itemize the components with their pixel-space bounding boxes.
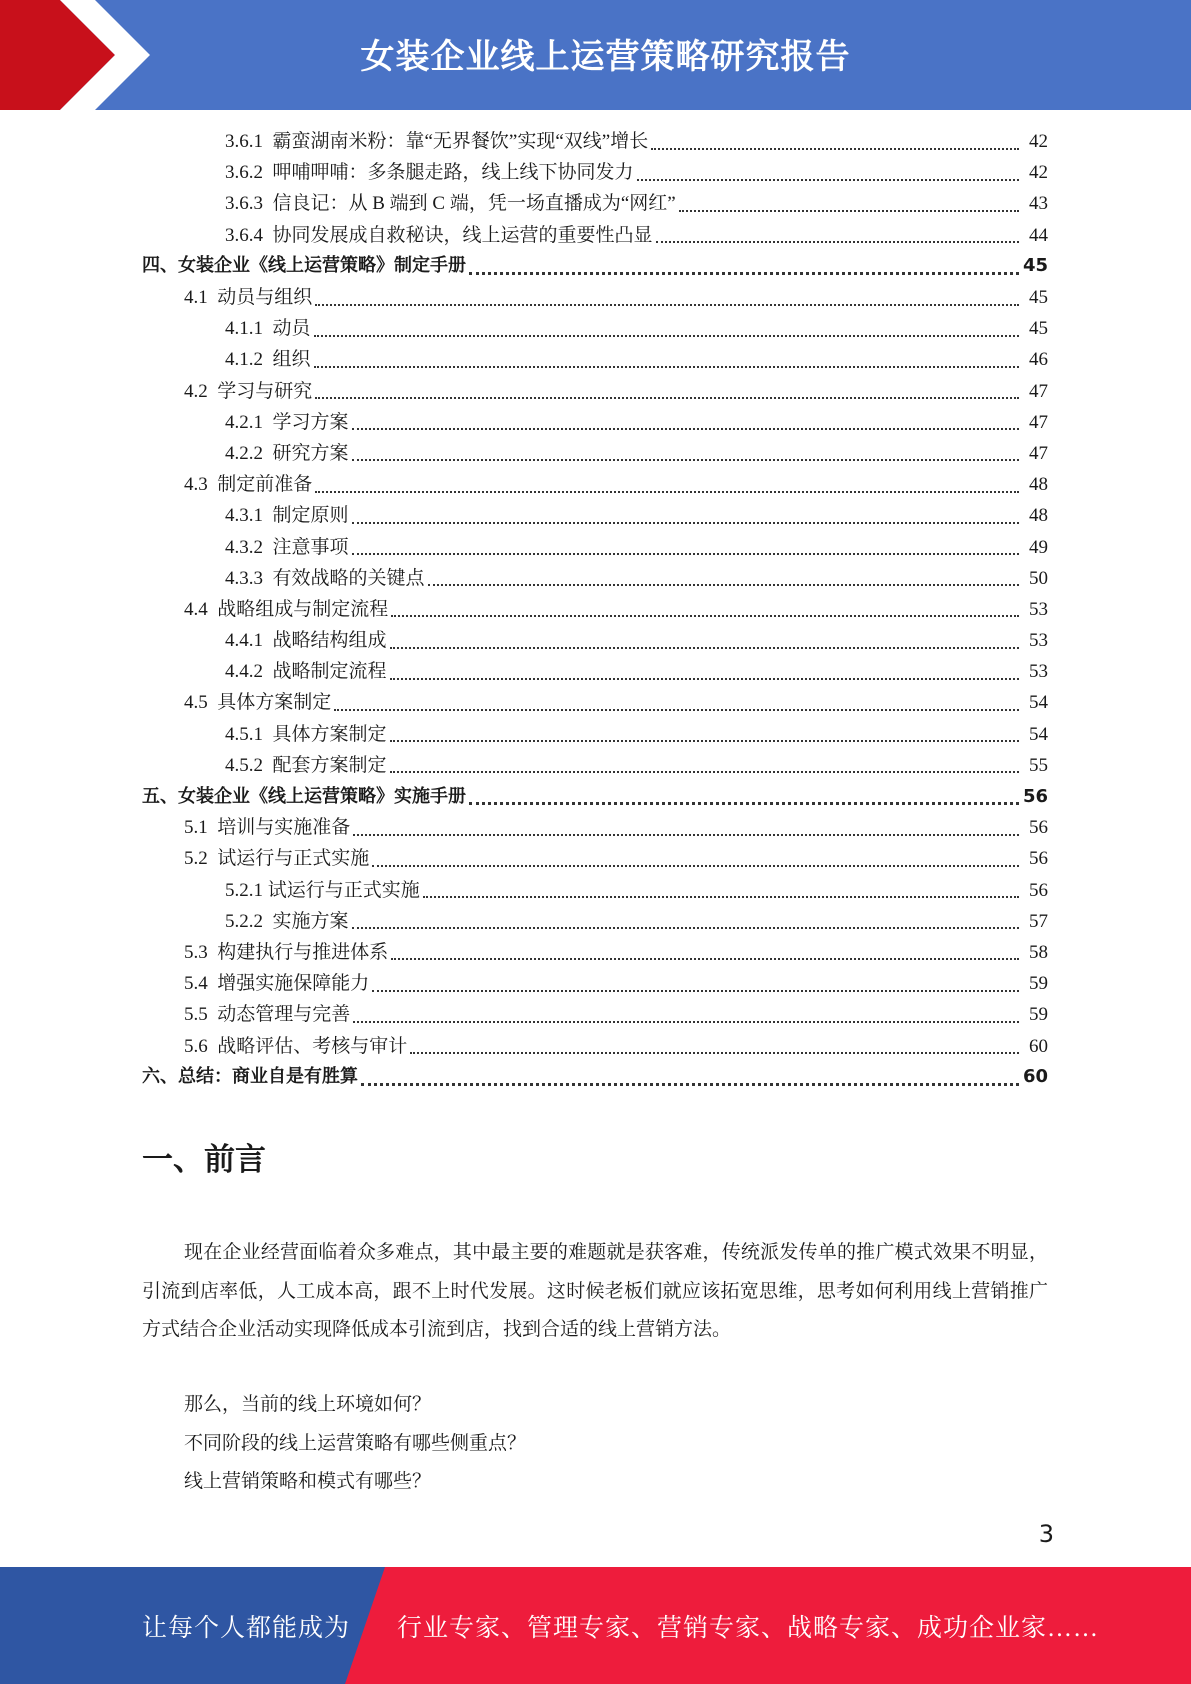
report-title: 女装企业线上运营策略研究报告 [360, 36, 851, 77]
toc-dot-leader [469, 272, 1019, 275]
toc-entry[interactable] [0, 781, 1191, 812]
toc-entry-number: 4.4.1 [225, 630, 273, 652]
toc-entry-number: 4.1 [184, 287, 218, 309]
toc-entry[interactable] [0, 282, 1191, 313]
toc-entry-title: 动员 [272, 318, 311, 340]
toc-entry-page: 46 [1029, 349, 1048, 371]
toc-entry[interactable] [0, 812, 1191, 843]
toc-entry-page: 43 [1029, 193, 1048, 215]
toc-entry[interactable] [0, 656, 1191, 687]
toc-entry-title: 四、女装企业《线上运营策略》制定手册 [142, 255, 466, 277]
toc-entry-title: 研究方案 [272, 442, 349, 464]
toc-entry-page: 53 [1029, 630, 1048, 652]
toc-entry-number: 4.5.2 [225, 754, 273, 776]
toc-entry-number: 4.5.1 [225, 723, 273, 745]
toc-dot-leader [391, 958, 1019, 960]
toc-entry-number: 4.1.1 [225, 318, 273, 340]
toc-entry[interactable] [0, 1030, 1191, 1061]
toc-dot-leader [314, 366, 1019, 368]
toc-entry[interactable] [0, 126, 1191, 157]
toc-entry-page: 53 [1029, 598, 1048, 620]
toc-entry-page: 59 [1029, 973, 1048, 995]
toc-entry-page: 59 [1029, 1004, 1048, 1026]
page-number: 3 [1038, 1520, 1054, 1548]
toc-entry-page: 53 [1029, 661, 1048, 683]
toc-dot-leader [391, 615, 1019, 617]
toc-entry[interactable] [0, 376, 1191, 407]
toc-entry-page: 48 [1029, 474, 1048, 496]
toc-entry-number: 4.1.2 [225, 349, 273, 371]
toc-entry[interactable] [0, 906, 1191, 937]
toc-entry-page: 56 [1029, 817, 1048, 839]
toc-entry-title: 注意事项 [272, 536, 349, 558]
toc-entry-page: 60 [1022, 1066, 1048, 1088]
toc-entry-number: 4.4 [184, 598, 218, 620]
toc-entry-number: 5.2.1 [225, 879, 268, 901]
toc-entry-page: 60 [1029, 1035, 1048, 1057]
toc-entry-page: 54 [1029, 692, 1048, 714]
toc-entry[interactable] [0, 687, 1191, 718]
toc-dot-leader [352, 522, 1019, 524]
toc-entry-number: 5.2.2 [225, 910, 273, 932]
toc-entry-title: 增强实施保障能力 [217, 973, 370, 995]
toc-entry-number: 4.3.2 [225, 536, 273, 558]
toc-entry-number: 3.6.3 [225, 193, 273, 215]
toc-dot-leader [352, 459, 1019, 461]
toc-entry-title: 协同发展成自救秘诀，线上运营的重要性凸显 [272, 224, 653, 246]
toc-entry-title: 组织 [272, 349, 311, 371]
toc-dot-leader [353, 1021, 1019, 1023]
toc-dot-leader [361, 1083, 1019, 1086]
section-heading: 一、前言 [142, 1142, 266, 1178]
toc-entry-page: 47 [1029, 380, 1048, 402]
toc-dot-leader [390, 678, 1019, 680]
toc-entry[interactable] [0, 251, 1191, 282]
toc-entry-title: 学习与研究 [217, 380, 313, 402]
toc-entry[interactable] [0, 594, 1191, 625]
toc-entry[interactable] [0, 188, 1191, 219]
toc-entry-page: 56 [1022, 785, 1048, 807]
toc-entry-page: 42 [1029, 131, 1048, 153]
question-item: 不同阶段的线上运营策略有哪些侧重点？ [184, 1432, 527, 1454]
intro-paragraph: 现在企业经营面临着众多难点，其中最主要的难题就是获客难，传统派发传单的推广模式效果不明显，引流到店率低，人工成本高，跟不上时代发展。这时候老板们就应该拓宽思维，思考如何利用线上营销推广方式结合企业活动实现降低成本引流到店，找到合适的线上营销方法。 [142, 1242, 1048, 1340]
toc-entry-title: 培训与实施准备 [217, 817, 351, 839]
toc-entry-number: 3.6.1 [225, 131, 273, 153]
toc-dot-leader [315, 397, 1019, 399]
toc-entry-number: 4.3.1 [225, 505, 273, 527]
toc-dot-leader [372, 990, 1019, 992]
toc-entry-number: 5.3 [184, 941, 218, 963]
toc-entry-number: 4.3 [184, 474, 218, 496]
toc-dot-leader [390, 740, 1019, 742]
toc-entry-title: 信良记：从 B 端到 C 端，凭一场直播成为“网红” [272, 193, 676, 215]
toc-dot-leader [679, 210, 1019, 212]
toc-entry-page: 47 [1029, 442, 1048, 464]
toc-entry[interactable] [0, 875, 1191, 906]
toc-entry[interactable] [0, 750, 1191, 781]
table-of-contents [0, 126, 1191, 1093]
toc-dot-leader [656, 241, 1019, 243]
toc-entry-number: 5.6 [184, 1035, 218, 1057]
toc-entry[interactable] [0, 407, 1191, 438]
toc-entry-page: 54 [1029, 723, 1048, 745]
toc-entry-title: 配套方案制定 [272, 754, 387, 776]
page-header [0, 0, 1191, 110]
toc-entry[interactable] [0, 968, 1191, 999]
toc-dot-leader [423, 896, 1019, 898]
toc-dot-leader [372, 865, 1019, 867]
toc-entry-page: 56 [1029, 879, 1048, 901]
toc-entry-number: 4.2.1 [225, 411, 273, 433]
toc-entry[interactable] [0, 937, 1191, 968]
toc-entry-page: 42 [1029, 162, 1048, 184]
toc-entry-page: 56 [1029, 848, 1048, 870]
toc-entry-number: 4.2.2 [225, 442, 273, 464]
toc-entry-number: 5.5 [184, 1004, 218, 1026]
toc-dot-leader [334, 709, 1019, 711]
question-item: 那么，当前的线上环境如何？ [184, 1394, 432, 1415]
toc-entry-page: 44 [1029, 224, 1048, 246]
toc-entry-page: 45 [1022, 255, 1048, 277]
toc-entry-number: 4.2 [184, 380, 218, 402]
toc-entry-title: 霸蛮湖南米粉：靠“无界餐饮”实现“双线”增长 [272, 131, 649, 153]
toc-dot-leader [651, 148, 1019, 150]
toc-entry-page: 45 [1029, 287, 1048, 309]
toc-entry-title: 具体方案制定 [272, 723, 387, 745]
toc-entry-page: 48 [1029, 505, 1048, 527]
toc-entry-number: 4.3.3 [225, 567, 273, 589]
toc-entry-title: 实施方案 [272, 910, 349, 932]
toc-entry-title: 战略组成与制定流程 [217, 598, 389, 620]
toc-entry[interactable] [0, 999, 1191, 1030]
toc-dot-leader [428, 584, 1019, 586]
toc-entry-title: 呷哺呷哺：多条腿走路，线上线下协同发力 [272, 162, 634, 184]
toc-entry-page: 45 [1029, 318, 1048, 340]
toc-entry[interactable] [0, 313, 1191, 344]
toc-entry-title: 战略制定流程 [272, 661, 387, 683]
toc-entry[interactable] [0, 625, 1191, 656]
toc-entry[interactable] [0, 469, 1191, 500]
toc-entry-number: 5.4 [184, 973, 218, 995]
toc-entry-page: 55 [1029, 754, 1048, 776]
toc-entry-title: 战略评估、考核与审计 [217, 1035, 408, 1057]
toc-entry-title: 试运行与正式实施 [267, 879, 420, 901]
toc-dot-leader [352, 553, 1019, 555]
toc-entry-title: 五、女装企业《线上运营策略》实施手册 [142, 785, 466, 807]
toc-dot-leader [352, 927, 1019, 929]
toc-entry[interactable] [0, 220, 1191, 251]
toc-dot-leader [315, 304, 1019, 306]
toc-entry[interactable] [0, 531, 1191, 562]
toc-entry-number: 3.6.2 [225, 162, 273, 184]
toc-entry-title: 战略结构组成 [272, 630, 387, 652]
toc-entry-number: 5.1 [184, 817, 218, 839]
question-list [184, 1386, 526, 1502]
question-item: 线上营销策略和模式有哪些？ [184, 1471, 432, 1492]
toc-entry-title: 学习方案 [272, 411, 349, 433]
page-footer [0, 1567, 1191, 1684]
toc-entry-title: 动员与组织 [217, 287, 313, 309]
toc-entry-title: 构建执行与推进体系 [217, 941, 389, 963]
toc-entry-title: 试运行与正式实施 [217, 848, 370, 870]
toc-dot-leader [352, 428, 1019, 430]
toc-entry[interactable] [0, 438, 1191, 469]
toc-entry-number: 4.5 [184, 692, 218, 714]
toc-dot-leader [410, 1052, 1019, 1054]
footer-slogan-left: 让每个人都能成为 [142, 1614, 351, 1642]
toc-entry-number: 4.4.2 [225, 661, 273, 683]
toc-dot-leader [390, 771, 1019, 773]
toc-dot-leader [353, 834, 1019, 836]
toc-entry[interactable] [0, 500, 1191, 531]
toc-dot-leader [315, 491, 1019, 493]
toc-entry[interactable] [0, 563, 1191, 594]
toc-entry[interactable] [0, 157, 1191, 188]
toc-entry-title: 动态管理与完善 [217, 1004, 351, 1026]
toc-entry-number: 3.6.4 [225, 224, 273, 246]
toc-dot-leader [390, 647, 1019, 649]
toc-entry-page: 57 [1029, 910, 1048, 932]
toc-entry-title: 制定前准备 [217, 474, 313, 496]
toc-entry-title: 有效战略的关键点 [272, 567, 425, 589]
toc-entry-title: 六、总结：商业自是有胜算 [142, 1066, 358, 1088]
toc-entry-title: 具体方案制定 [217, 692, 332, 714]
toc-dot-leader [314, 335, 1019, 337]
toc-dot-leader [637, 179, 1019, 181]
toc-entry-page: 50 [1029, 567, 1048, 589]
toc-entry[interactable] [0, 344, 1191, 375]
toc-entry[interactable] [0, 1062, 1191, 1093]
footer-slogan-right: 行业专家、管理专家、营销专家、战略专家、成功企业家…… [397, 1614, 1100, 1642]
toc-entry-page: 47 [1029, 411, 1048, 433]
toc-entry[interactable] [0, 719, 1191, 750]
toc-entry-title: 制定原则 [272, 505, 349, 527]
toc-entry-page: 58 [1029, 941, 1048, 963]
toc-entry-number: 5.2 [184, 848, 218, 870]
toc-dot-leader [469, 802, 1019, 805]
toc-entry[interactable] [0, 843, 1191, 874]
toc-entry-page: 49 [1029, 536, 1048, 558]
